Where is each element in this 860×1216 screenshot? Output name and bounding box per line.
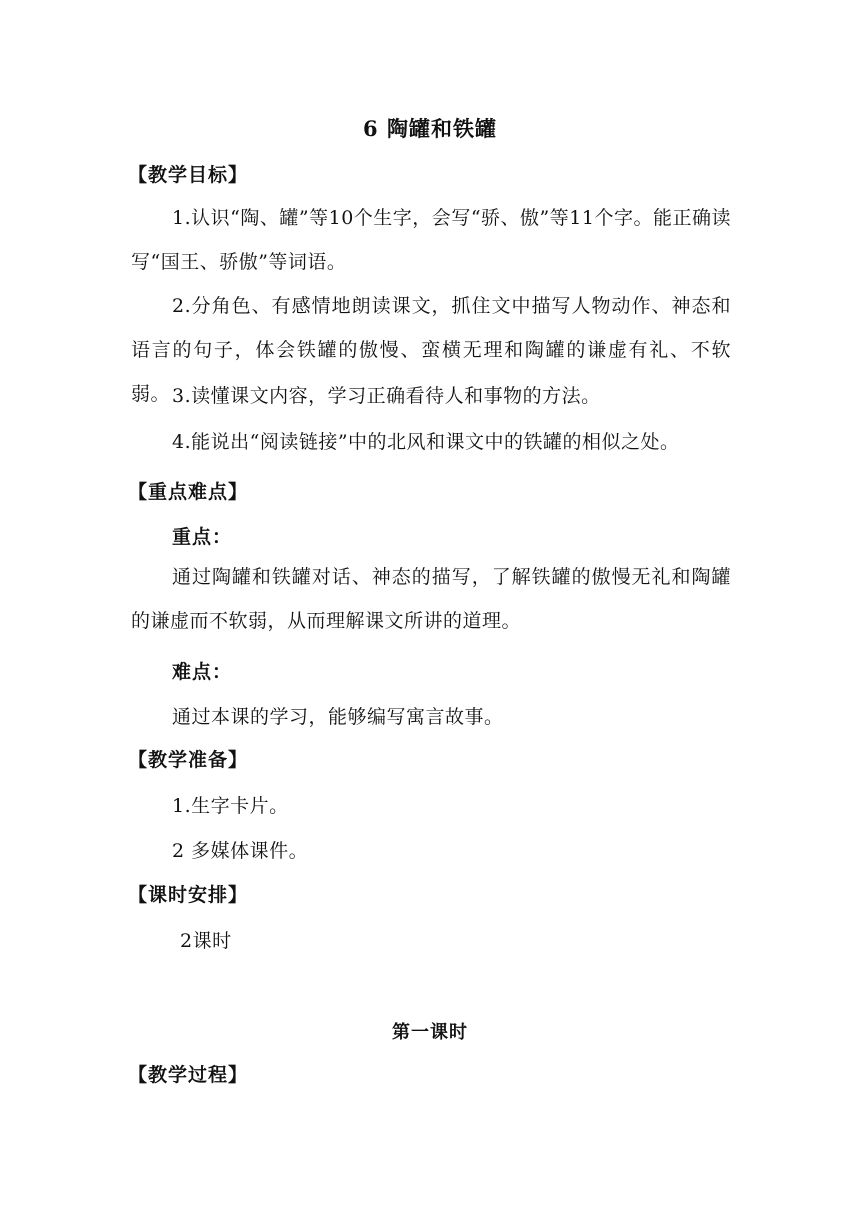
document-title: 6 陶罐和铁罐 xyxy=(363,116,497,141)
key-text: 通过陶罐和铁罐对话、神态的描写，了解铁罐的傲慢无礼和陶罐的谦虚而不软弱，从而理解课文所讲的道理。 xyxy=(131,566,731,632)
goal-item-4: 4.能说出“阅读链接”中的北风和课文中的铁罐的相似之处。 xyxy=(172,431,680,453)
section-heading-key: 【重点难点】 xyxy=(128,481,249,503)
difficult-text: 通过本课的学习，能够编写寓言故事。 xyxy=(172,706,504,728)
section-heading-prep: 【教学准备】 xyxy=(128,749,249,771)
difficult-label: 难点： xyxy=(172,661,233,683)
goal-item-1: 1.认识“陶、罐”等10个生字，会写“骄、傲”等11个字。能正确读写“国王、骄傲”等词语。 xyxy=(131,207,731,273)
prep-item-2: 2 多媒体课件。 xyxy=(172,840,309,862)
lesson-one-heading: 第一课时 xyxy=(392,1022,468,1043)
goal-item-3: 3.读懂课文内容，学习正确看待人和事物的方法。 xyxy=(172,385,601,407)
section-heading-process: 【教学过程】 xyxy=(128,1064,249,1086)
schedule-text: 2课时 xyxy=(180,930,232,952)
section-heading-goals: 【教学目标】 xyxy=(128,164,249,186)
goal-item-2: 2.分角色、有感情地朗读课文，抓住文中描写人物动作、神态和语言的句子，体会铁罐的傲慢、蛮横无理和陶罐的谦虚有礼、不软弱。 xyxy=(131,295,731,405)
section-heading-schedule: 【课时安排】 xyxy=(128,884,249,906)
prep-item-1: 1.生字卡片。 xyxy=(172,795,289,817)
key-label: 重点： xyxy=(172,526,233,548)
